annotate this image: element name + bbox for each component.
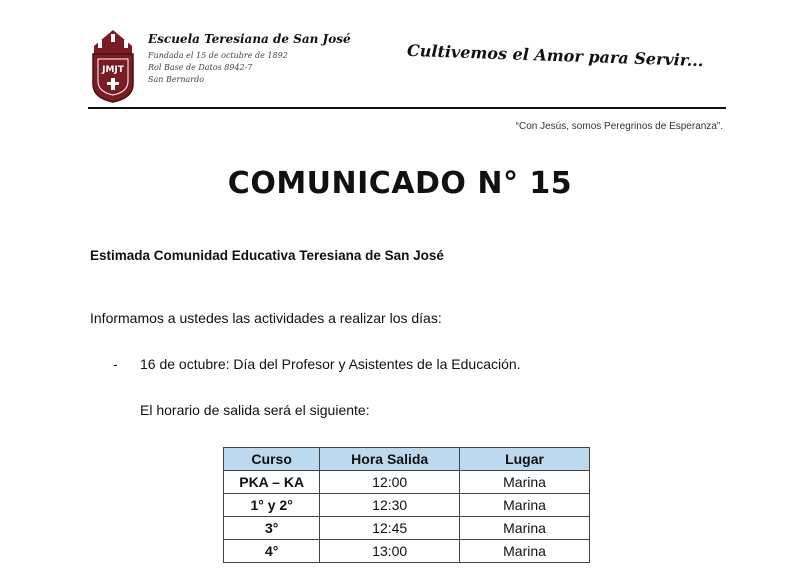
header-divider [88, 107, 726, 109]
cell-curso: 4° [224, 540, 320, 563]
header-curso: Curso [224, 448, 320, 471]
school-name: Escuela Teresiana de San José [148, 32, 351, 46]
letterhead [88, 24, 726, 108]
cell-curso: PKA – KA [224, 471, 320, 494]
cell-curso: 1° y 2° [224, 494, 320, 517]
table-header-row [224, 448, 590, 471]
activity-text: 16 de octubre: Día del Profesor y Asistentes de la Educación. [140, 356, 521, 372]
table-row [224, 494, 590, 517]
school-crest-icon [88, 26, 138, 104]
school-motto: Cultivemos el Amor para Servir... [407, 40, 705, 71]
cell-lugar: Marina [460, 540, 590, 563]
school-rbd: Rol Base de Datos 8942-7 [148, 63, 253, 72]
cell-curso: 3° [224, 517, 320, 540]
schedule-table [223, 447, 590, 563]
cell-hora: 12:45 [320, 517, 460, 540]
schedule-intro: El horario de salida será el siguiente: [140, 402, 370, 418]
activity-bullet [113, 356, 521, 372]
founded-date: Fundada el 15 de octubre de 1892 [148, 51, 288, 60]
annual-quote: “Con Jesús, somos Peregrinos de Esperanza”. [515, 121, 723, 132]
header-hora-salida: Hora Salida [320, 448, 460, 471]
page-title: COMUNICADO N° 15 [227, 166, 573, 201]
cell-hora: 12:30 [320, 494, 460, 517]
cell-hora: 12:00 [320, 471, 460, 494]
intro-paragraph: Informamos a ustedes las actividades a realizar los días: [90, 310, 442, 326]
header-lugar: Lugar [460, 448, 590, 471]
table-row [224, 471, 590, 494]
cell-lugar: Marina [460, 517, 590, 540]
school-city: San Bernardo [148, 75, 205, 84]
table-row [224, 517, 590, 540]
school-info [148, 32, 351, 86]
bullet-dash: - [113, 356, 118, 372]
cell-hora: 13:00 [320, 540, 460, 563]
greeting: Estimada Comunidad Educativa Teresiana de San José [90, 248, 444, 263]
cell-lugar: Marina [460, 494, 590, 517]
crest-initials: JMJT [102, 65, 124, 75]
table-row [224, 540, 590, 563]
cell-lugar: Marina [460, 471, 590, 494]
